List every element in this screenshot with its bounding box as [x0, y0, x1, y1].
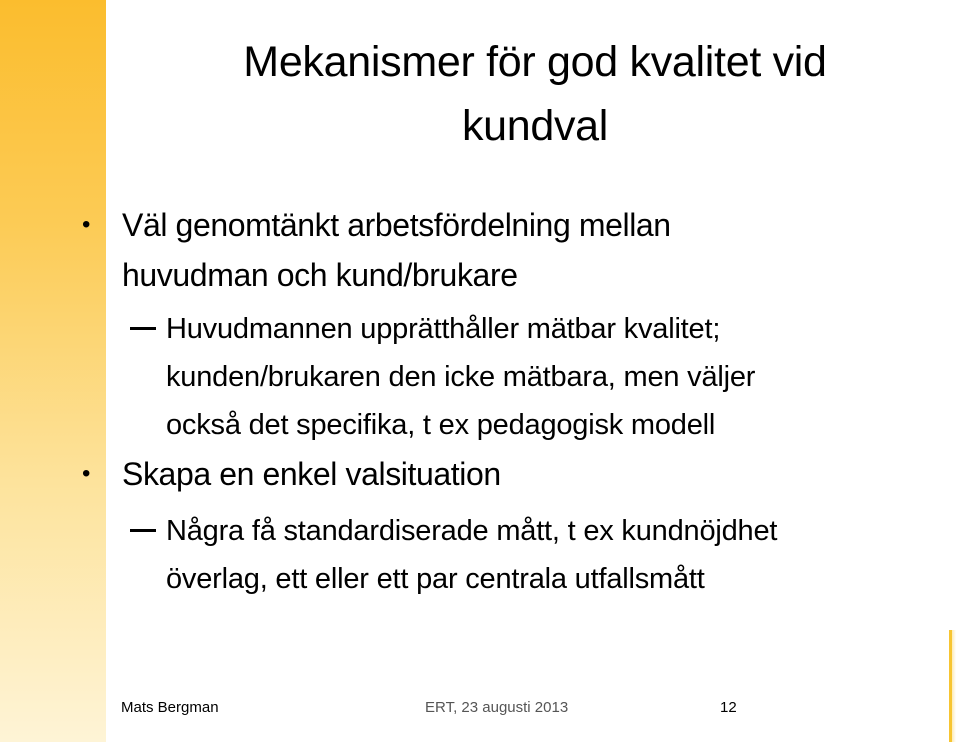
bullet-icon: • [82, 211, 91, 238]
slide-title [120, 30, 950, 158]
sub-bullet-line: överlag, ett eller ett par centrala utfallsmått [166, 563, 705, 595]
sub-bullet-line: också det specifika, t ex pedagogisk modell [166, 409, 716, 441]
slide-body [80, 200, 940, 603]
slide-title-line-2: kundval [461, 102, 609, 150]
sub-bullet-item [80, 507, 940, 603]
sub-bullet-item [80, 305, 940, 449]
corner-accent-line [949, 630, 956, 742]
bullet-icon: • [82, 460, 91, 487]
footer-page-number: 12 [720, 699, 737, 716]
bullet-line: Väl genomtänkt arbetsfördelning mellan [122, 207, 671, 243]
bullet-item [80, 449, 940, 499]
dash-icon [130, 529, 156, 532]
bullet-line: huvudman och kund/brukare [122, 257, 518, 293]
sub-bullet-line: Några få standardiserade mått, t ex kundnöjdhet [166, 515, 778, 547]
sub-bullet-line: kunden/brukaren den icke mätbara, men väljer [166, 361, 756, 393]
bullet-item [80, 200, 940, 300]
dash-icon [130, 327, 156, 330]
slide-title-line-1: Mekanismer för god kvalitet vid [243, 38, 827, 86]
footer-author: Mats Bergman [121, 699, 219, 716]
sub-bullet-line: Huvudmannen upprätthåller mätbar kvalitet; [166, 313, 721, 345]
footer-event-date: ERT, 23 augusti 2013 [425, 699, 569, 716]
bullet-line: Skapa en enkel valsituation [122, 456, 501, 492]
